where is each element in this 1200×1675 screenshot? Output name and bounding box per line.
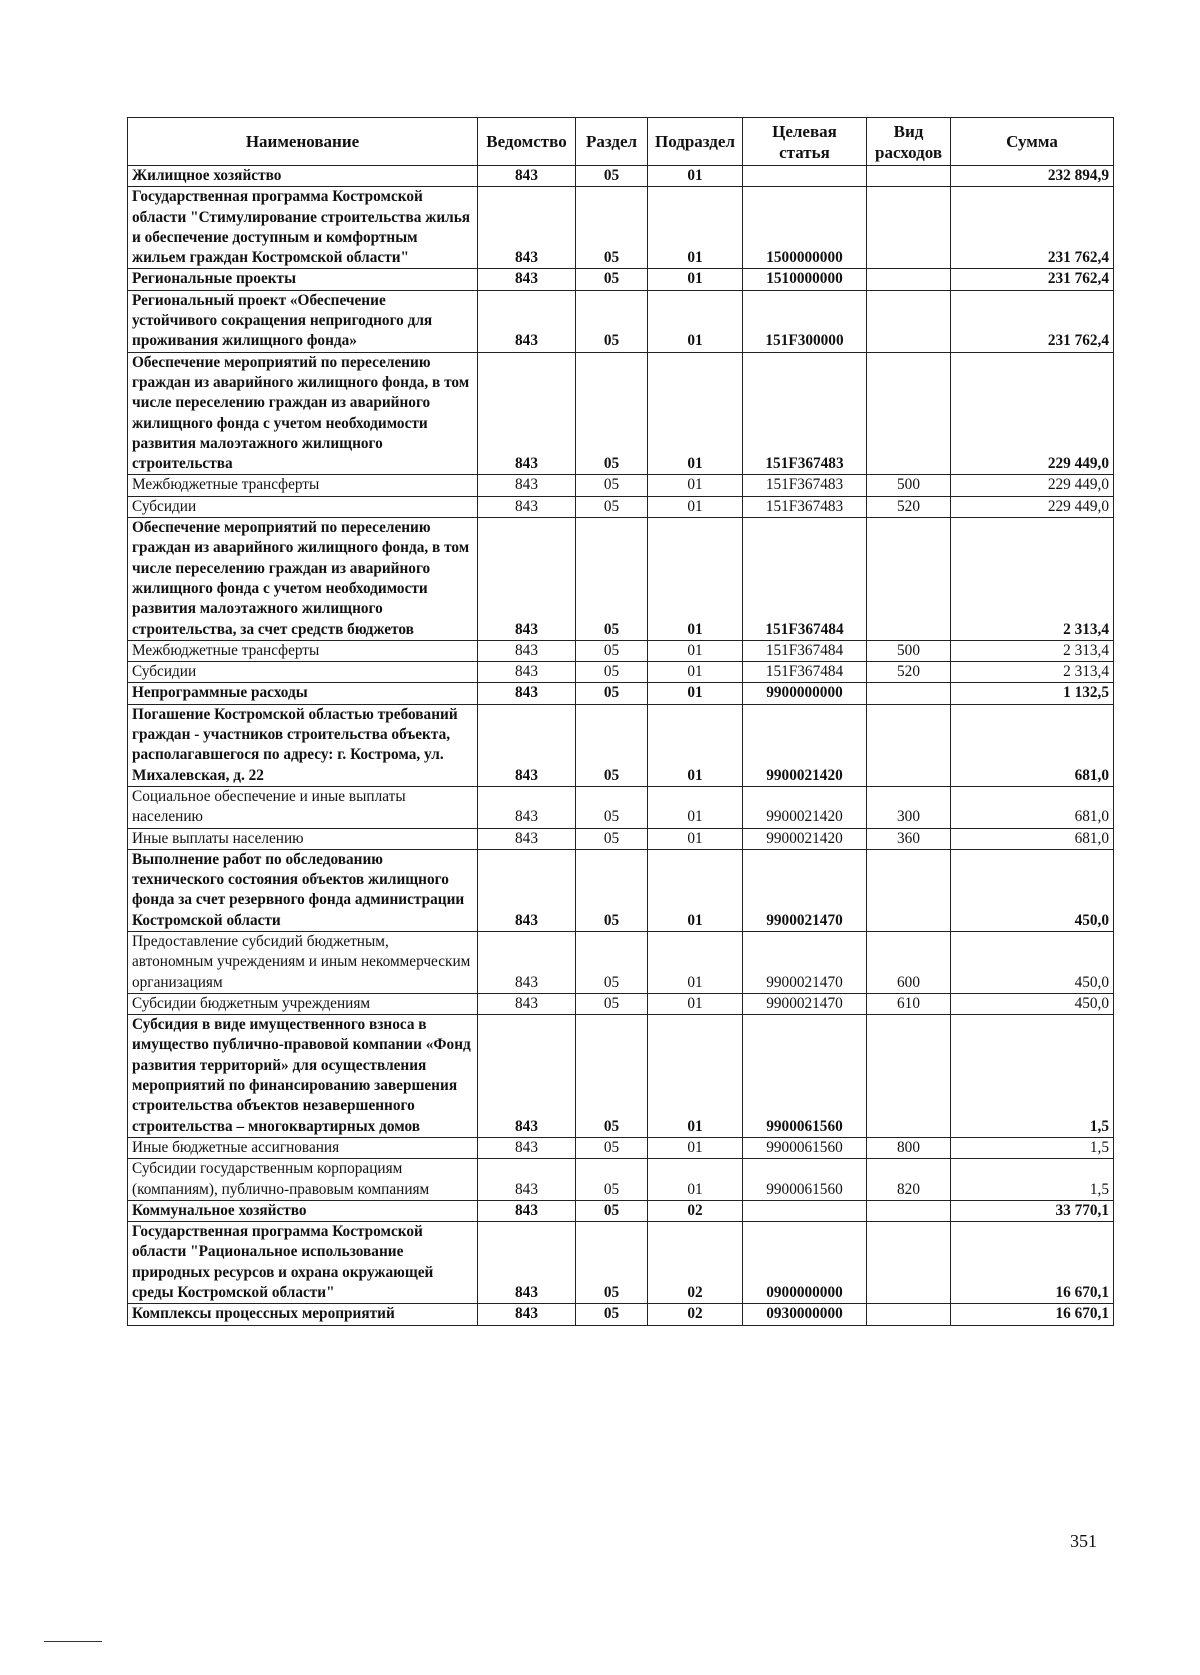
row-statya: 151F367483 (743, 352, 867, 475)
table-row (128, 704, 1114, 786)
row-vedomstvo: 843 (478, 290, 576, 352)
row-podrazdel: 01 (648, 352, 743, 475)
row-vid: 600 (867, 931, 951, 993)
row-statya: 9900021420 (743, 828, 867, 849)
row-vid (867, 849, 951, 931)
row-summa: 1,5 (951, 1015, 1114, 1138)
row-razdel: 05 (576, 352, 648, 475)
row-summa: 229 449,0 (951, 352, 1114, 475)
row-summa: 681,0 (951, 828, 1114, 849)
row-razdel: 05 (576, 496, 648, 517)
row-razdel: 05 (576, 1137, 648, 1158)
row-summa: 231 762,4 (951, 187, 1114, 269)
table-row (128, 1159, 1114, 1201)
row-vid: 610 (867, 993, 951, 1014)
row-vedomstvo: 843 (478, 1222, 576, 1304)
row-vid (867, 269, 951, 290)
row-name: Межбюджетные трансферты (128, 475, 478, 496)
row-vid (867, 683, 951, 704)
row-vid (867, 187, 951, 269)
row-statya (743, 1200, 867, 1221)
row-podrazdel: 01 (648, 1137, 743, 1158)
row-summa: 1,5 (951, 1159, 1114, 1201)
row-vedomstvo: 843 (478, 518, 576, 641)
row-statya: 151F367484 (743, 518, 867, 641)
row-podrazdel: 01 (648, 1159, 743, 1201)
header-name: Наименование (128, 118, 478, 166)
row-vid: 500 (867, 640, 951, 661)
header-vid: Вид расходов (867, 118, 951, 166)
row-name: Обеспечение мероприятий по переселению граждан из аварийного жилищного фонда, в том числе переселению граждан из аварийного жилищного фонда с учетом необходимости развития малоэтажного жилищного строительства (128, 352, 478, 475)
table-row (128, 828, 1114, 849)
row-summa: 450,0 (951, 993, 1114, 1014)
table-row (128, 518, 1114, 641)
row-podrazdel: 01 (648, 931, 743, 993)
row-razdel: 05 (576, 1222, 648, 1304)
row-razdel: 05 (576, 1200, 648, 1221)
row-statya: 151F367484 (743, 640, 867, 661)
row-statya: 0930000000 (743, 1304, 867, 1325)
row-vedomstvo: 843 (478, 1015, 576, 1138)
row-vedomstvo: 843 (478, 475, 576, 496)
row-statya: 151F367483 (743, 475, 867, 496)
header-row (128, 118, 1114, 166)
row-statya (743, 166, 867, 187)
row-name: Погашение Костромской областью требований граждан - участников строительства объекта, располагавшегося по адресу: г. Кострома, ул. Михалевская, д. 22 (128, 704, 478, 786)
row-name: Субсидия в виде имущественного взноса в имущество публично-правовой компании «Фонд развития территорий» для осуществления мероприятий по финансированию завершения строительства объектов незавершенного строительства – многоквартирных домов (128, 1015, 478, 1138)
row-name: Жилищное хозяйство (128, 166, 478, 187)
row-statya: 9900021470 (743, 993, 867, 1014)
row-summa: 681,0 (951, 704, 1114, 786)
header-summa: Сумма (951, 118, 1114, 166)
row-vid: 820 (867, 1159, 951, 1201)
row-statya: 9900000000 (743, 683, 867, 704)
row-statya: 151F367483 (743, 496, 867, 517)
row-statya: 9900021470 (743, 931, 867, 993)
row-podrazdel: 01 (648, 269, 743, 290)
row-vedomstvo: 843 (478, 1137, 576, 1158)
row-vedomstvo: 843 (478, 931, 576, 993)
row-name: Субсидии государственным корпорациям (компаниям), публично-правовым компаниям (128, 1159, 478, 1201)
row-podrazdel: 01 (648, 640, 743, 661)
row-summa: 229 449,0 (951, 496, 1114, 517)
row-summa: 1 132,5 (951, 683, 1114, 704)
row-name: Межбюджетные трансферты (128, 640, 478, 661)
row-razdel: 05 (576, 640, 648, 661)
row-podrazdel: 01 (648, 993, 743, 1014)
row-razdel: 05 (576, 1015, 648, 1138)
row-razdel: 05 (576, 704, 648, 786)
row-summa: 681,0 (951, 786, 1114, 828)
row-razdel: 05 (576, 269, 648, 290)
row-name: Государственная программа Костромской области "Стимулирование строительства жилья и обеспечение доступным и комфортным жильем граждан Костромской области" (128, 187, 478, 269)
row-razdel: 05 (576, 828, 648, 849)
row-vedomstvo: 843 (478, 269, 576, 290)
row-statya: 151F367484 (743, 662, 867, 683)
row-razdel: 05 (576, 931, 648, 993)
row-vid: 300 (867, 786, 951, 828)
row-summa: 450,0 (951, 849, 1114, 931)
table-row (128, 352, 1114, 475)
row-name: Непрограммные расходы (128, 683, 478, 704)
row-statya: 9900021420 (743, 704, 867, 786)
header-vedomstvo: Ведомство (478, 118, 576, 166)
row-podrazdel: 01 (648, 290, 743, 352)
row-vedomstvo: 843 (478, 683, 576, 704)
row-vedomstvo: 843 (478, 1159, 576, 1201)
row-vid: 800 (867, 1137, 951, 1158)
table-row (128, 993, 1114, 1014)
row-vid: 520 (867, 496, 951, 517)
row-podrazdel: 01 (648, 704, 743, 786)
row-statya: 0900000000 (743, 1222, 867, 1304)
row-vedomstvo: 843 (478, 496, 576, 517)
row-name: Социальное обеспечение и иные выплаты населению (128, 786, 478, 828)
row-razdel: 05 (576, 290, 648, 352)
row-podrazdel: 01 (648, 518, 743, 641)
row-vedomstvo: 843 (478, 704, 576, 786)
row-summa: 229 449,0 (951, 475, 1114, 496)
row-vid: 520 (867, 662, 951, 683)
row-vedomstvo: 843 (478, 166, 576, 187)
row-vid: 360 (867, 828, 951, 849)
row-name: Иные выплаты населению (128, 828, 478, 849)
row-razdel: 05 (576, 187, 648, 269)
row-statya: 9900061560 (743, 1137, 867, 1158)
row-vid (867, 704, 951, 786)
row-razdel: 05 (576, 849, 648, 931)
header-razdel: Раздел (576, 118, 648, 166)
table-row (128, 1304, 1114, 1325)
row-podrazdel: 01 (648, 475, 743, 496)
table-row (128, 187, 1114, 269)
row-name: Субсидии (128, 662, 478, 683)
table-row (128, 1015, 1114, 1138)
row-podrazdel: 02 (648, 1304, 743, 1325)
row-summa: 2 313,4 (951, 640, 1114, 661)
footer-rule (44, 1641, 102, 1642)
table-row (128, 683, 1114, 704)
row-vid (867, 1222, 951, 1304)
row-vedomstvo: 843 (478, 640, 576, 661)
row-vedomstvo: 843 (478, 828, 576, 849)
row-summa: 2 313,4 (951, 518, 1114, 641)
row-podrazdel: 01 (648, 849, 743, 931)
row-podrazdel: 01 (648, 786, 743, 828)
row-statya: 9900061560 (743, 1015, 867, 1138)
table-row (128, 1222, 1114, 1304)
table-row (128, 1200, 1114, 1221)
row-razdel: 05 (576, 1304, 648, 1325)
row-name: Иные бюджетные ассигнования (128, 1137, 478, 1158)
row-vid (867, 352, 951, 475)
row-name: Комплексы процессных мероприятий (128, 1304, 478, 1325)
row-vid (867, 166, 951, 187)
row-name: Обеспечение мероприятий по переселению граждан из аварийного жилищного фонда, в том числе переселению граждан из аварийного жилищного фонда с учетом необходимости развития малоэтажного жилищного строительства, за счет средств бюджетов (128, 518, 478, 641)
row-vedomstvo: 843 (478, 1304, 576, 1325)
row-razdel: 05 (576, 683, 648, 704)
row-statya: 151F300000 (743, 290, 867, 352)
table-row (128, 290, 1114, 352)
row-vedomstvo: 843 (478, 849, 576, 931)
row-statya: 9900021470 (743, 849, 867, 931)
table-row (128, 166, 1114, 187)
row-name: Предоставление субсидий бюджетным, автономным учреждениям и иным некоммерческим организациям (128, 931, 478, 993)
table-row (128, 931, 1114, 993)
row-summa: 231 762,4 (951, 290, 1114, 352)
table-row (128, 786, 1114, 828)
row-statya: 9900021420 (743, 786, 867, 828)
row-statya: 1500000000 (743, 187, 867, 269)
row-razdel: 05 (576, 662, 648, 683)
row-podrazdel: 01 (648, 187, 743, 269)
row-podrazdel: 01 (648, 166, 743, 187)
row-summa: 2 313,4 (951, 662, 1114, 683)
header-statya: Целевая статья (743, 118, 867, 166)
table-row (128, 269, 1114, 290)
row-podrazdel: 01 (648, 662, 743, 683)
row-podrazdel: 01 (648, 1015, 743, 1138)
row-summa: 450,0 (951, 931, 1114, 993)
row-name: Выполнение работ по обследованию технического состояния объектов жилищного фонда за счет резервного фонда администрации Костромской области (128, 849, 478, 931)
table-row (128, 475, 1114, 496)
row-vid (867, 1015, 951, 1138)
row-summa: 33 770,1 (951, 1200, 1114, 1221)
row-statya: 9900061560 (743, 1159, 867, 1201)
row-summa: 16 670,1 (951, 1222, 1114, 1304)
row-podrazdel: 01 (648, 828, 743, 849)
budget-table (127, 117, 1114, 1326)
row-vid (867, 518, 951, 641)
row-summa: 231 762,4 (951, 269, 1114, 290)
row-vid: 500 (867, 475, 951, 496)
row-razdel: 05 (576, 786, 648, 828)
table-row (128, 640, 1114, 661)
row-razdel: 05 (576, 475, 648, 496)
row-name: Государственная программа Костромской области "Рациональное использование природных ресурсов и охрана окружающей среды Костромской области" (128, 1222, 478, 1304)
row-name: Коммунальное хозяйство (128, 1200, 478, 1221)
row-vid (867, 1304, 951, 1325)
row-vedomstvo: 843 (478, 1200, 576, 1221)
row-name: Субсидии бюджетным учреждениям (128, 993, 478, 1014)
row-vid (867, 290, 951, 352)
table-row (128, 1137, 1114, 1158)
row-summa: 232 894,9 (951, 166, 1114, 187)
row-vedomstvo: 843 (478, 786, 576, 828)
row-razdel: 05 (576, 166, 648, 187)
row-statya: 1510000000 (743, 269, 867, 290)
row-name: Региональный проект «Обеспечение устойчивого сокращения непригодного для проживания жилищного фонда» (128, 290, 478, 352)
table-row (128, 496, 1114, 517)
row-podrazdel: 01 (648, 496, 743, 517)
row-razdel: 05 (576, 518, 648, 641)
row-name: Субсидии (128, 496, 478, 517)
row-vedomstvo: 843 (478, 187, 576, 269)
row-vedomstvo: 843 (478, 352, 576, 475)
row-podrazdel: 02 (648, 1200, 743, 1221)
row-name: Региональные проекты (128, 269, 478, 290)
row-podrazdel: 01 (648, 683, 743, 704)
row-razdel: 05 (576, 1159, 648, 1201)
header-podrazdel: Подраздел (648, 118, 743, 166)
row-vid (867, 1200, 951, 1221)
row-summa: 1,5 (951, 1137, 1114, 1158)
row-vedomstvo: 843 (478, 993, 576, 1014)
row-razdel: 05 (576, 993, 648, 1014)
row-summa: 16 670,1 (951, 1304, 1114, 1325)
page-number: 351 (1070, 1531, 1097, 1551)
row-podrazdel: 02 (648, 1222, 743, 1304)
table-row (128, 849, 1114, 931)
table-row (128, 662, 1114, 683)
row-vedomstvo: 843 (478, 662, 576, 683)
